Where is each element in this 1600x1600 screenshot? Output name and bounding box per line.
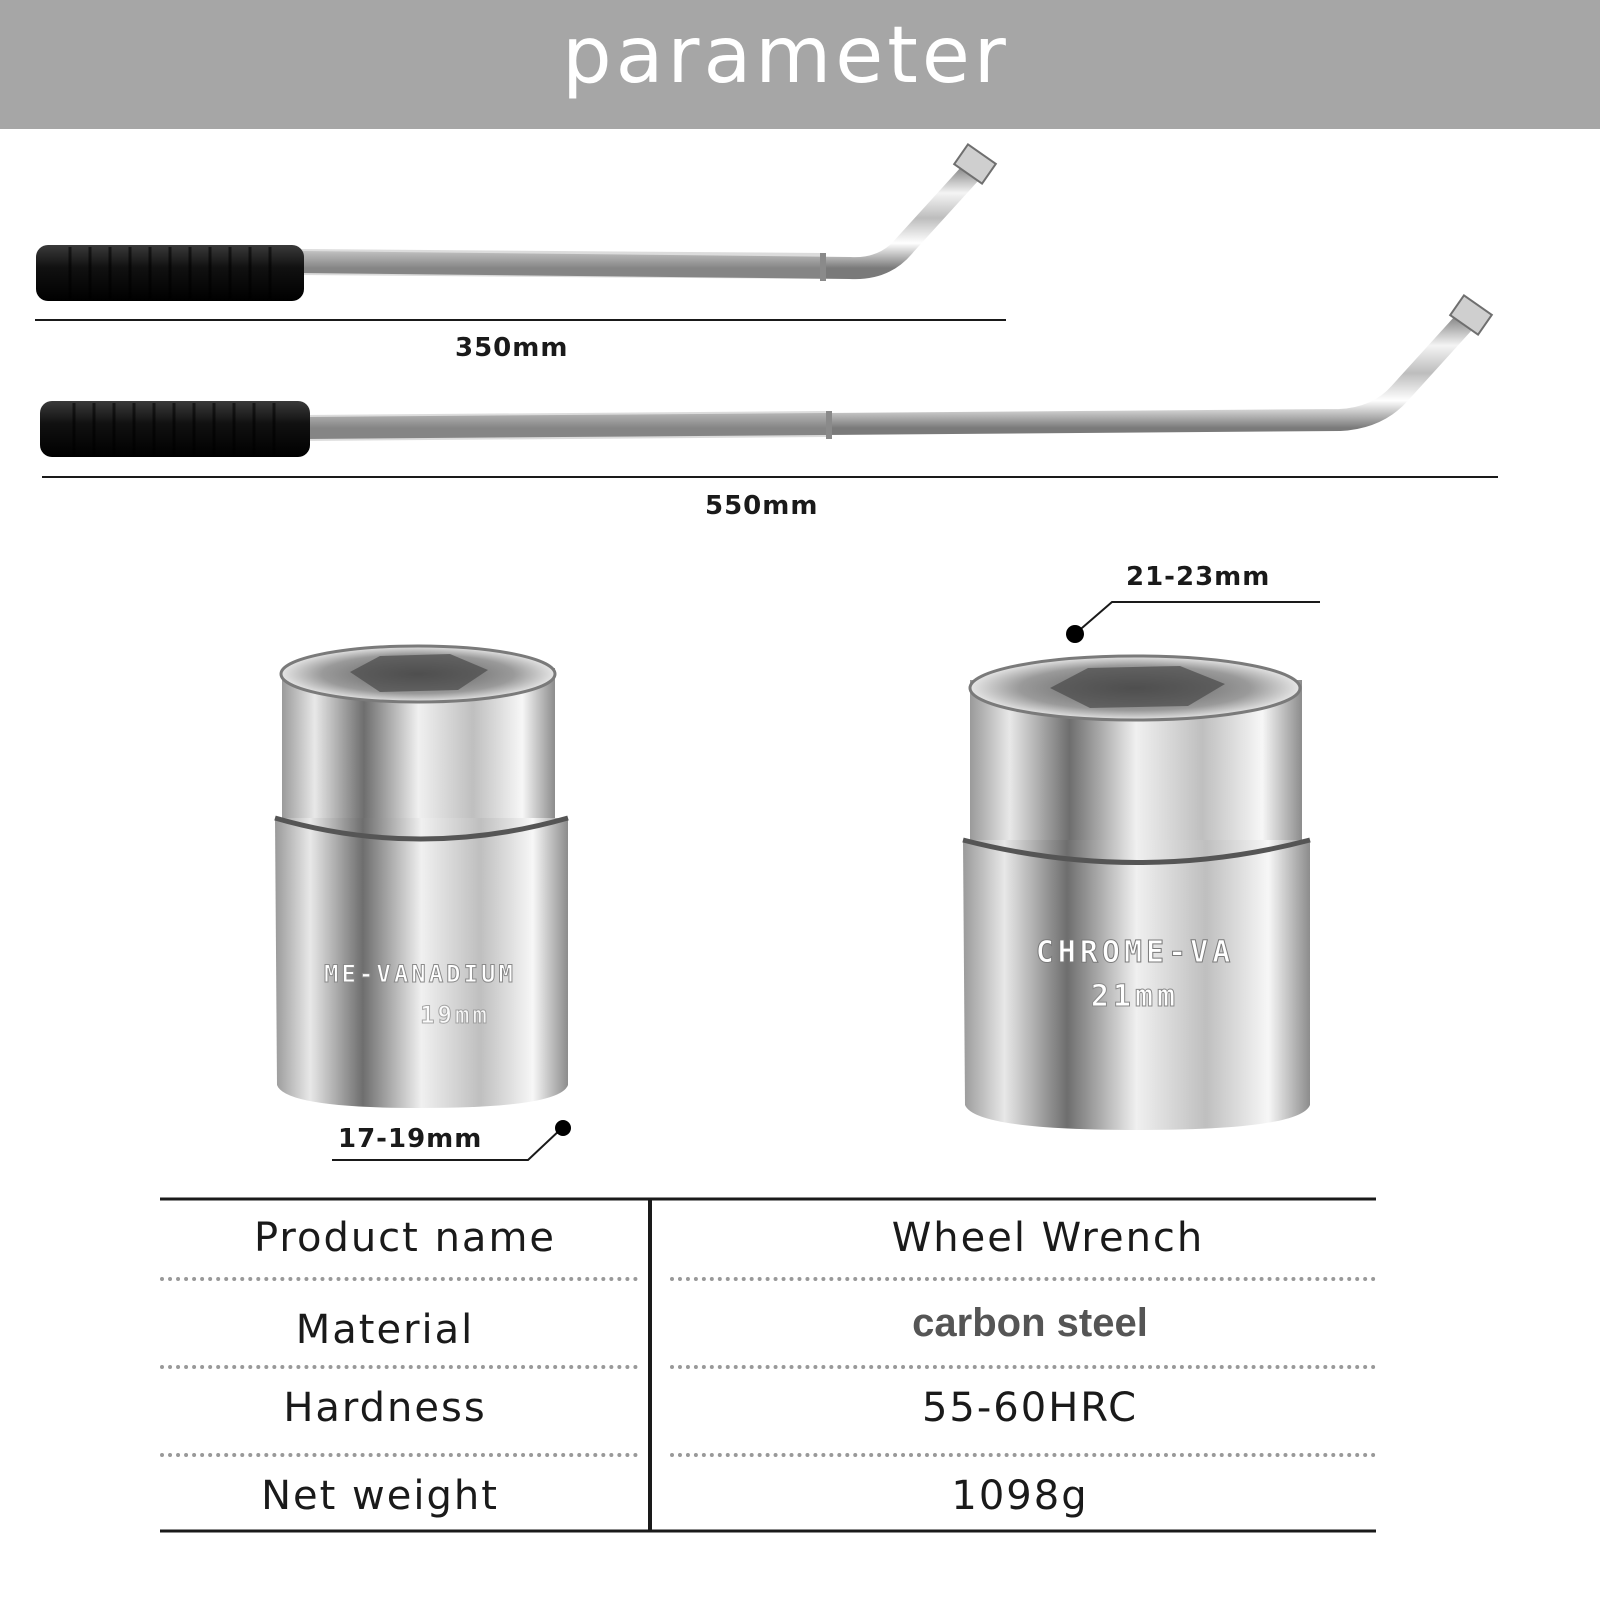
row-divider bbox=[160, 1277, 638, 1281]
socket-21-23 bbox=[963, 602, 1320, 1130]
spec-label: Hardness bbox=[283, 1385, 487, 1431]
leader-dot bbox=[555, 1120, 571, 1136]
wrench-length-label: 550mm bbox=[705, 491, 819, 521]
spec-value: Wheel Wrench bbox=[891, 1215, 1205, 1261]
row-divider bbox=[670, 1365, 1376, 1369]
spec-value: 55-60HRC bbox=[921, 1385, 1139, 1431]
row-divider bbox=[670, 1453, 1376, 1457]
socket-size-label: 21-23mm bbox=[1126, 562, 1271, 592]
leader-dot bbox=[1066, 625, 1084, 643]
row-divider bbox=[160, 1365, 638, 1369]
wrench-350 bbox=[35, 144, 1006, 320]
spec-value: carbon steel bbox=[912, 1301, 1148, 1345]
spec-label: Net weight bbox=[261, 1473, 499, 1519]
spec-label: Product name bbox=[253, 1215, 557, 1261]
row-divider bbox=[160, 1453, 638, 1457]
socket-engraving: 21mm bbox=[1090, 979, 1180, 1014]
page-title: parameter bbox=[562, 11, 1010, 101]
socket-engraving: 19mm bbox=[420, 1001, 490, 1029]
socket-engraving: CHROME-VA bbox=[1035, 935, 1235, 970]
wrench-550 bbox=[40, 295, 1498, 477]
socket-size-label: 17-19mm bbox=[338, 1124, 483, 1154]
socket-engraving: ME-VANADIUM bbox=[324, 960, 516, 988]
leader-line-21-23 bbox=[1075, 602, 1320, 634]
socket-17-19 bbox=[275, 646, 571, 1160]
wrench-length-label: 350mm bbox=[455, 333, 569, 363]
spec-value: 1098g bbox=[951, 1473, 1089, 1519]
row-divider bbox=[670, 1277, 1376, 1281]
spec-label: Material bbox=[295, 1307, 475, 1353]
spec-table bbox=[160, 1197, 1376, 1532]
